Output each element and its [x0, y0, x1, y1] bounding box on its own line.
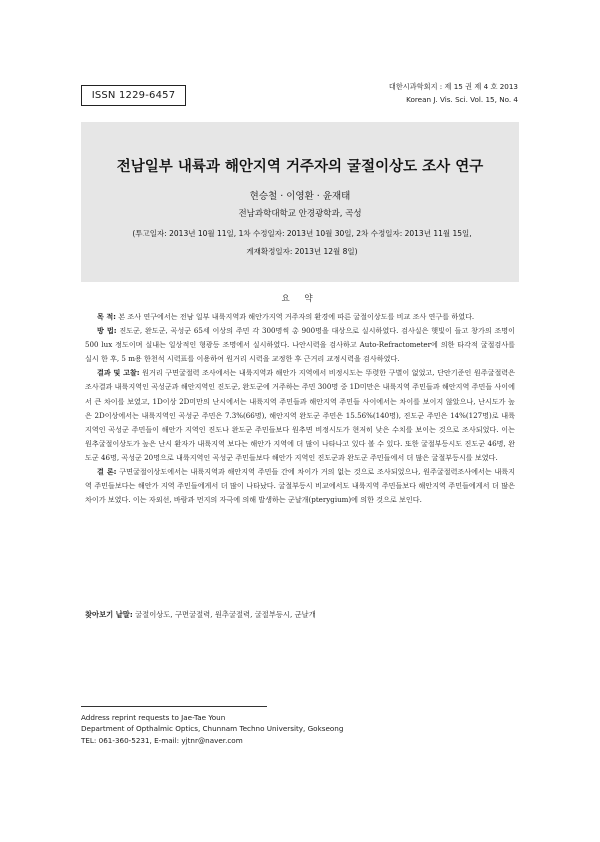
- abstract-results: [85, 366, 515, 465]
- keywords-label: 찾아보기 낱말:: [85, 610, 133, 619]
- dates-line-2: 게재확정일자: 2013년 12월 8일): [246, 247, 358, 256]
- conclusion-label: 결 론:: [97, 467, 117, 477]
- dates-line-1: (투고일자: 2013년 10월 11일, 1차 수정일자: 2013년 10월 30일, 2차 수정일자: 2013년 11월 15일,: [132, 229, 472, 238]
- conclusion-text: 구면굴절이상도에서는 내륙지역과 해안지역 주민들 간에 차이가 거의 없는 것으로 조사되었으나, 원주굴절력조사에서는 내륙지역 주민들보다는 해안가 지역 주민들에게서 더 많이 나타났다. 굴절부등시 비교에서도 내륙지역 주민들보다 해안지역 주민들에게서 더 많은 차이가 보였다. 이는 자외선, 바람과 먼지의 자극에 의해 발생하는 군날개(pterygium)에 의한 것으로 보인다.: [85, 467, 515, 505]
- journal-citation-english: Korean J. Vis. Sci. Vol. 15, No. 4: [406, 95, 518, 104]
- journal-citation-korean: 대한시과학회지 : 제 15 권 제 4 호 2013: [388, 82, 518, 91]
- footnote-divider: [81, 706, 267, 707]
- issn-text: ISSN 1229-6457: [91, 90, 176, 101]
- purpose-label: 목 적:: [97, 312, 117, 321]
- method-text: 진도군, 완도군, 곡성군 65세 이상의 주민 각 300명씩 총 900명을 대상으로 실시하였다. 검사실은 햇빛이 들고 창가의 조명이 500 lux 정도이며 실내는 일상적인 형광등 조명에서 실시하였다. 나안시력을 검사하고 Auto-Refractometer에 의한 타각적 굴절검사를 실시 한 후, 5 m용 한천석 시력표를 이용하여 원거리 시력을 교정한 후 근거리 교정시력을 검사하였다.: [85, 326, 515, 364]
- footnote-line-3: TEL: 061-360-5231, E-mail: yjtnr@naver.com: [81, 735, 243, 745]
- results-label: 결과 및 고찰:: [97, 368, 140, 378]
- keywords: [85, 610, 515, 620]
- abstract-purpose: [85, 310, 515, 324]
- title-block: [81, 122, 519, 282]
- footnote-line-1: Address reprint requests to Jae-Tae Youn: [81, 713, 226, 722]
- paper-title: 전남일부 내륙과 해안지역 거주자의 굴절이상도 조사 연구: [116, 159, 484, 175]
- author-list: 현승철 · 이영환 · 윤재태: [249, 191, 351, 202]
- footnote-line-2: Department of Opthalmic Optics, Chunnam Techno University, Gokseong: [81, 724, 344, 734]
- abstract-conclusion: [85, 465, 515, 507]
- method-label: 방 법:: [97, 326, 117, 336]
- keywords-text: 굴절이상도, 구면굴절력, 원추굴절력, 굴절부등시, 군날개: [135, 610, 316, 619]
- affiliation: 전남과학대학교 안경광학과, 곡성: [238, 209, 362, 219]
- purpose-text: 본 조사 연구에서는 전남 일부 내륙지역과 해안가지역 거주자의 환경에 따른 굴절이상도를 비교 조사 연구를 하였다.: [118, 312, 475, 321]
- submission-dates: [95, 225, 509, 261]
- journal-info: [389, 80, 518, 106]
- abstract-heading: 요 약: [281, 294, 319, 304]
- abstract-method: [85, 324, 515, 366]
- issn-box: [81, 85, 186, 106]
- results-text: 원거리 구면굴절력 조사에서는 내륙지역과 해안가 지역에서 비정시도는 뚜렷한 구별이 없었고, 단안기준인 원주굴절력은 조사결과 내륙지역인 곡성군과 해안지역인 진도군, 완도군에 거주하는 주민 300명 중 1D미만은 내륙지역 주민들과 해안지역 주민들 사이에서 큰 차이를 보였고, 1D이상 2D미만의 난시에서는 내륙지역 주민들과 해안지역 주민들 사이에서는 차이를 보이지 않았으나, 난시도가 높은 2D이상에서는 내륙지역인 곡성군 주민은 7.3%(66명), 해안지역 완도군 주민은 15.56%(140명), 진도군 주민은 14%(127명)로 내륙지역인 곡성군 주민들이 해안가 지역인 진도나 완도군 주민들보다 원추면 비정시도가 현저히 낮은 수치를 보이는 것으로 조사되었다. 이는 원추굴절이상도가 높은 난시 환자가 내륙지역 보다는 해안가 지역에 더 많이 나타나고 있다 볼 수 있다. 또한 굴절부등시도 진도군 46명, 완도군 46명, 곡성군 20명으로 내륙지역인 곡성군 주민들보다 해안가 지역인 진도군과 완도군 주민들에서 더 많은 굴절부등시를 보였다.: [85, 368, 515, 462]
- abstract-body: [85, 310, 515, 507]
- correspondence-footnote: [81, 712, 343, 746]
